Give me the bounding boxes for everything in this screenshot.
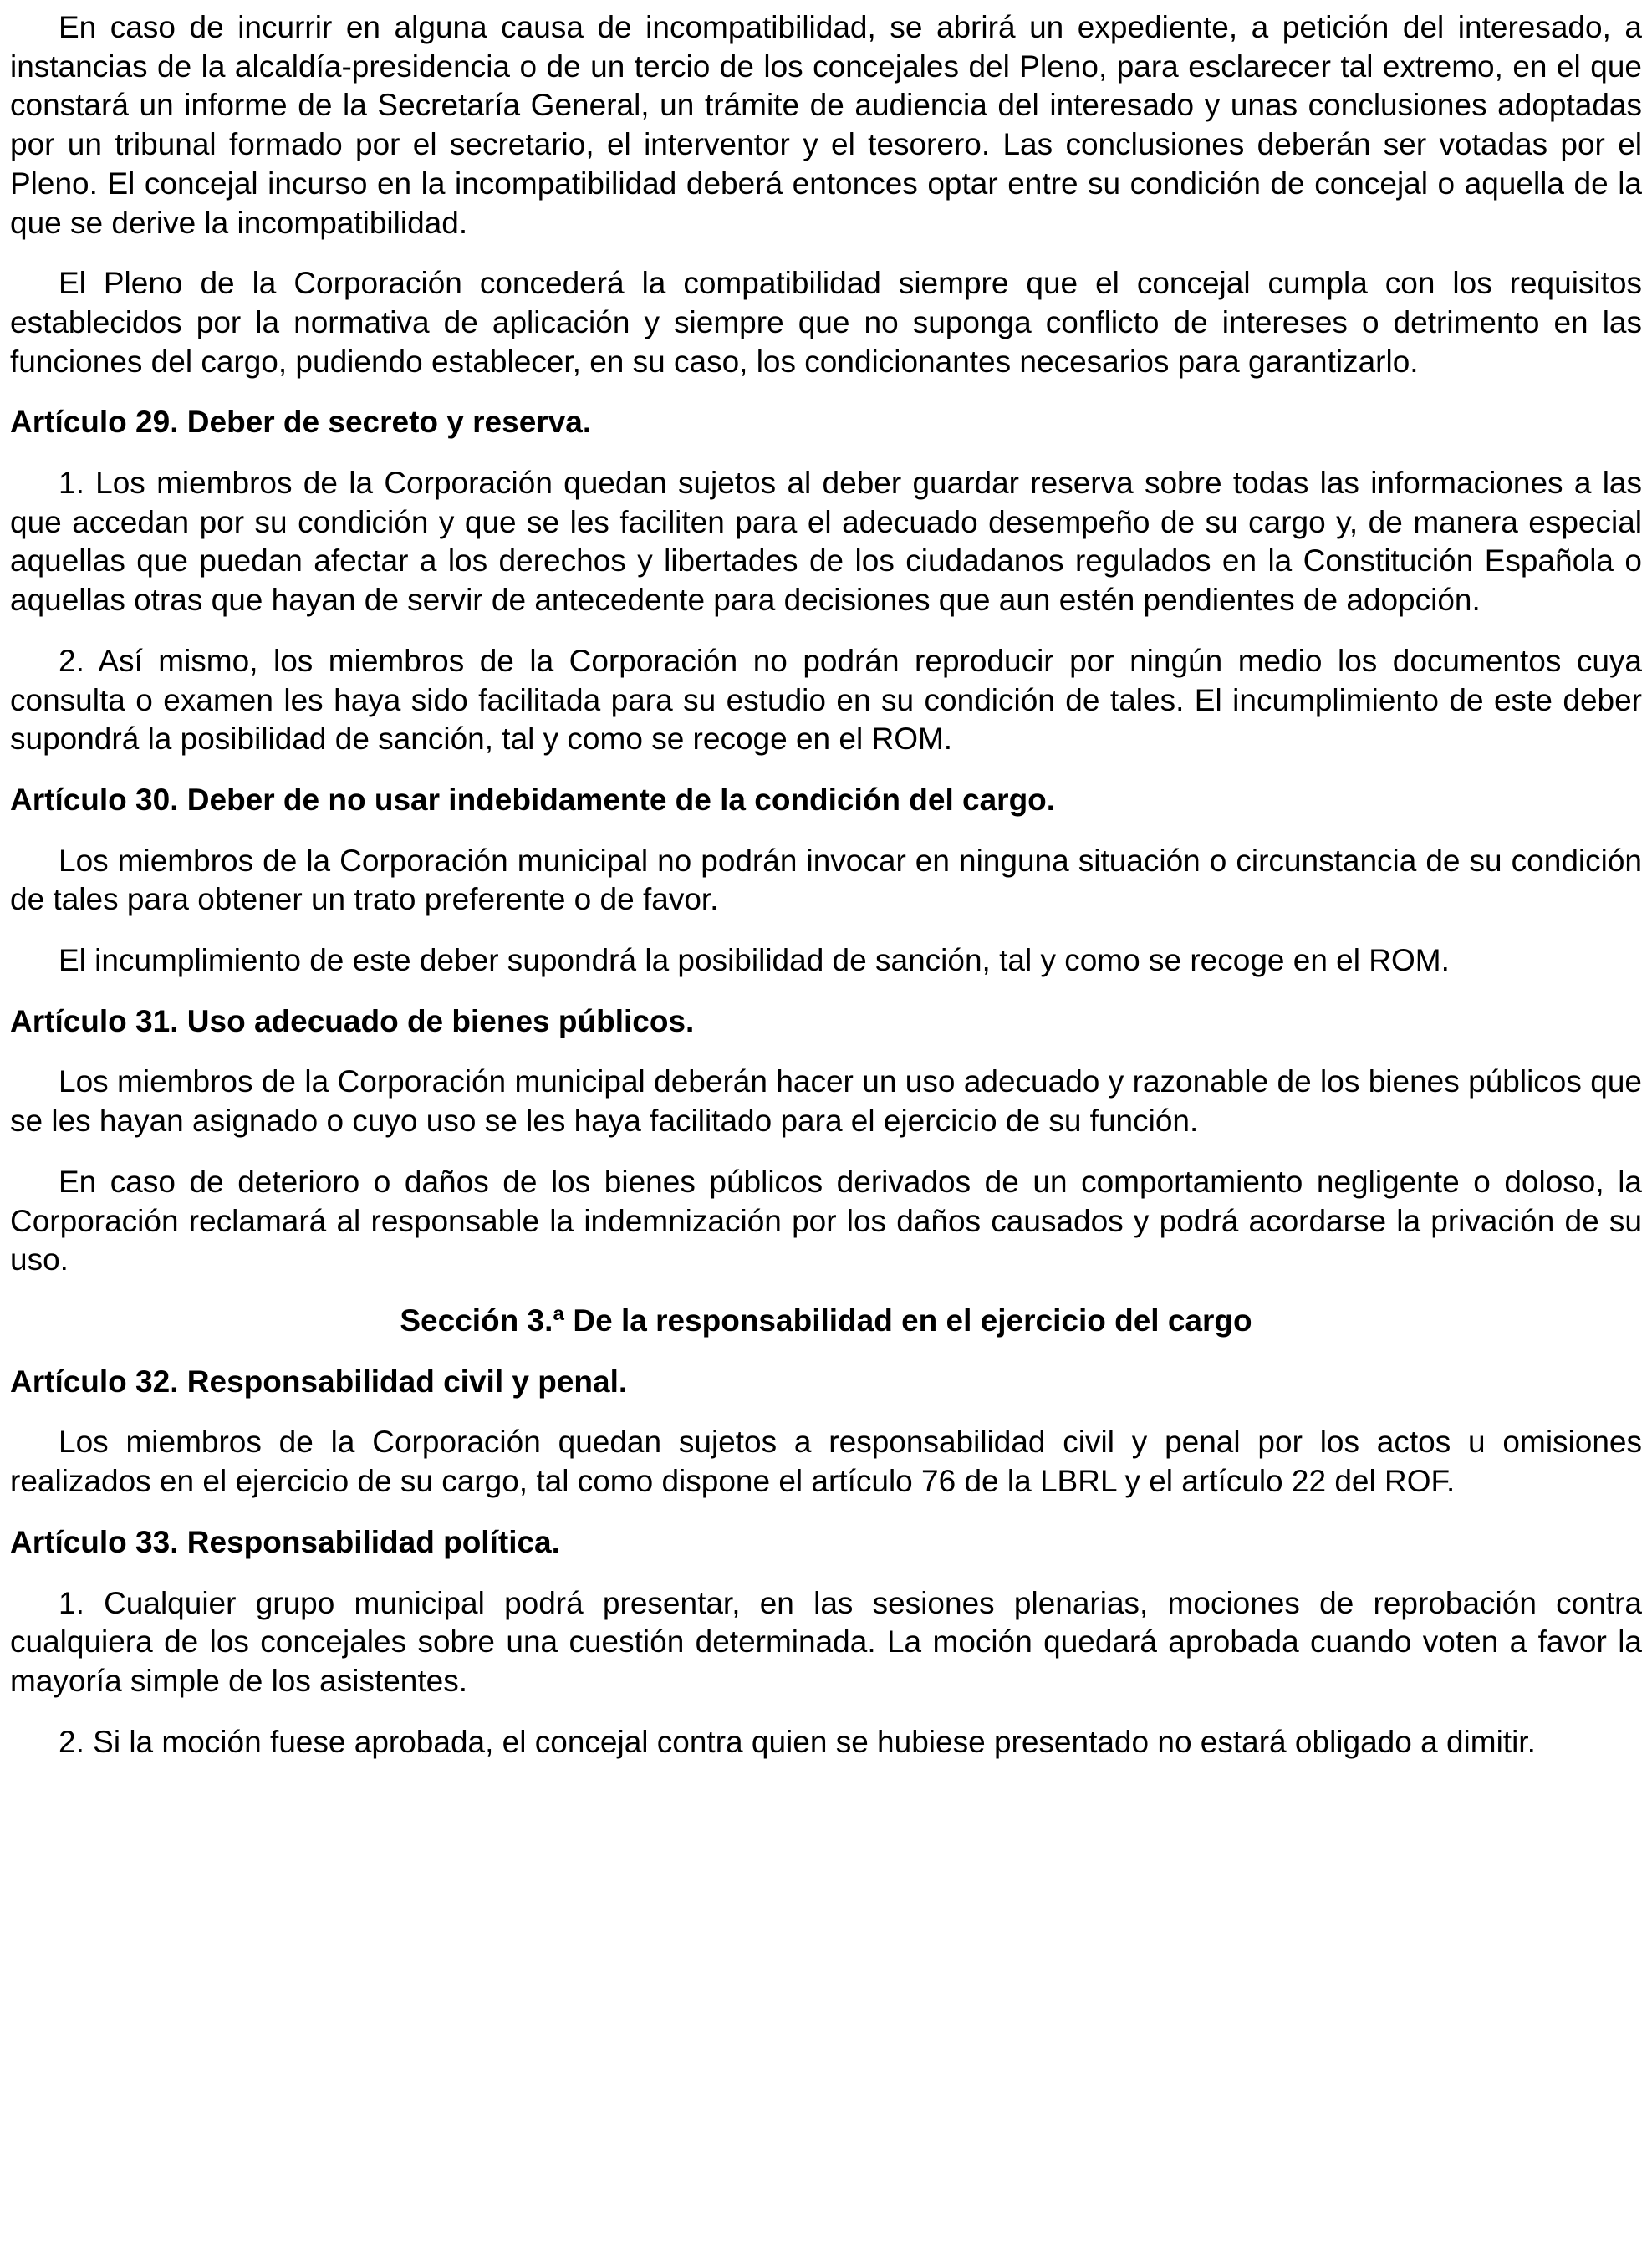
document-page — [10, 8, 1642, 1783]
heading-section-3: Sección 3.ª De la responsabilidad en el ejercicio del cargo — [400, 1303, 1252, 1338]
paragraph-article-29-2: 2. Así mismo, los miembros de la Corporación no podrán reproducir por ningún medio los documentos cuya consulta o examen les haya sido facilitada para su estudio en su condición de tales. El incumplimiento de este deber supondrá la posibilidad de sanción, tal y como se recoge en el ROM. — [10, 643, 1642, 757]
heading-article-29: Artículo 29. Deber de secreto y reserva. — [10, 405, 592, 440]
paragraph-article-31-1: Los miembros de la Corporación municipal deberán hacer un uso adecuado y razonable de los bienes públicos que se les hayan asignado o cuyo uso se les haya facilitado para el ejercicio de su función. — [10, 1064, 1642, 1139]
heading-article-31: Artículo 31. Uso adecuado de bienes públicos. — [10, 1003, 695, 1038]
paragraph-article-30-1: Los miembros de la Corporación municipal no podrán invocar en ninguna situación o circunstancia de su condición de tales para obtener un trato preferente o de favor. — [10, 843, 1642, 917]
paragraph-article-33-1: 1. Cualquier grupo municipal podrá presentar, en las sesiones plenarias, mociones de reprobación contra cualquiera de los concejales sobre una cuestión determinada. La moción quedará aprobada cuando voten a favor la mayoría simple de los asistentes. — [10, 1585, 1642, 1698]
heading-article-30: Artículo 30. Deber de no usar indebidamente de la condición del cargo. — [10, 782, 1056, 817]
paragraph-article-31-2: En caso de deterioro o daños de los bienes públicos derivados de un comportamiento negligente o doloso, la Corporación reclamará al responsable la indemnización por los daños causados y podrá acordarse la privación de su uso. — [10, 1164, 1642, 1277]
paragraph-article-30-2: El incumplimiento de este deber supondrá la posibilidad de sanción, tal y como se recoge en el ROM. — [59, 943, 1450, 978]
heading-article-32: Artículo 32. Responsabilidad civil y penal. — [10, 1364, 628, 1399]
paragraph-incompatibility-procedure: En caso de incurrir en alguna causa de incompatibilidad, se abrirá un expediente, a petición del interesado, a instancias de la alcaldía-presidencia o de un tercio de los concejales del Pleno, para esclarecer tal extremo, en el que constará un informe de la Secretaría General, un trámite de audiencia del interesado y unas conclusiones adoptadas por un tribunal formado por el secretario, el interventor y el tesorero. Las conclusiones deberán ser votadas por el Pleno. El concejal incurso en la incompatibilidad deberá entonces optar entre su condición de concejal o aquella de la que se derive la incompatibilidad. — [10, 10, 1642, 240]
paragraph-article-32: Los miembros de la Corporación quedan sujetos a responsabilidad civil y penal por los actos u omisiones realizados en el ejercicio de su cargo, tal como dispone el artículo 76 de la LBRL y el artículo 22 del ROF. — [10, 1425, 1642, 1499]
paragraph-compatibility-grant: El Pleno de la Corporación concederá la compatibilidad siempre que el concejal cumpla con los requisitos establecidos por la normativa de aplicación y siempre que no suponga conflicto de intereses o detrimento en las funciones del cargo, pudiendo establecer, en su caso, los condicionantes necesarios para garantizarlo. — [10, 266, 1642, 379]
heading-article-33: Artículo 33. Responsabilidad política. — [10, 1524, 560, 1559]
paragraph-article-29-1: 1. Los miembros de la Corporación quedan sujetos al deber guardar reserva sobre todas las informaciones a las que accedan por su condición y que se les faciliten para el adecuado desempeño de su cargo y, de manera especial aquellas que puedan afectar a los derechos y libertades de los ciudadanos regulados en la Constitución Española o aquellas otras que hayan de servir de antecedente para decisiones que aun estén pendientes de adopción. — [10, 466, 1642, 618]
paragraph-article-33-2: 2. Si la moción fuese aprobada, el concejal contra quien se hubiese presentado no estará obligado a dimitir. — [59, 1724, 1536, 1759]
